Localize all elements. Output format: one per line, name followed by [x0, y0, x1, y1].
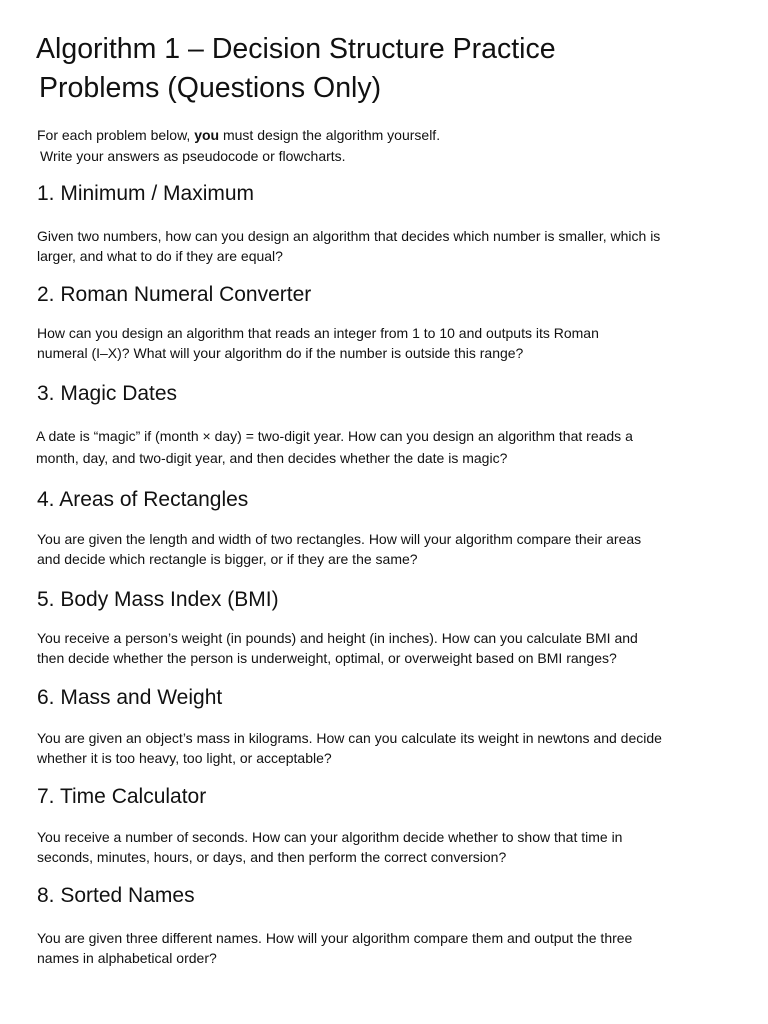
- page-title-line-1: Algorithm 1 – Decision Structure Practice: [36, 33, 556, 65]
- section-heading-time-calculator: 7. Time Calculator: [37, 785, 207, 808]
- section-body-roman-numeral: [37, 323, 737, 363]
- page-title: [36, 30, 736, 108]
- section-body-areas-of-rectangles: [37, 529, 737, 569]
- section-heading-magic-dates: 3. Magic Dates: [37, 382, 178, 405]
- body-line: You are given the length and width of two rectangles. How will your algorithm compare their areas: [37, 531, 642, 547]
- intro-line-2: Write your answers as pseudocode or flowcharts.: [40, 148, 346, 164]
- body-line: seconds, minutes, hours, or days, and then perform the correct conversion?: [37, 849, 507, 865]
- body-line: How can you design an algorithm that reads an integer from 1 to 10 and outputs its Roman: [37, 325, 599, 341]
- body-line: and decide which rectangle is bigger, or if they are the same?: [37, 551, 418, 567]
- body-line: names in alphabetical order?: [37, 950, 217, 966]
- body-line: whether it is too heavy, too light, or acceptable?: [37, 750, 332, 766]
- section-body-bmi: [37, 628, 737, 668]
- section-body-time-calculator: [37, 827, 737, 867]
- section-body-sorted-names: [37, 928, 737, 968]
- section-heading-minimum-maximum: 1. Minimum / Maximum: [37, 182, 255, 205]
- section-heading-roman-numeral: 2. Roman Numeral Converter: [37, 283, 312, 306]
- body-line: You receive a number of seconds. How can your algorithm decide whether to show that time in: [37, 829, 623, 845]
- intro-prefix: For each problem below,: [37, 127, 195, 143]
- intro-paragraph: [37, 125, 737, 167]
- intro-suffix: must design the algorithm yourself.: [219, 127, 441, 143]
- section-body-mass-and-weight: [37, 728, 737, 768]
- body-line: You receive a person’s weight (in pounds) and height (in inches). How can you calculate BMI and: [37, 630, 638, 646]
- body-line: You are given three different names. How will your algorithm compare them and output the three: [37, 930, 633, 946]
- body-line: then decide whether the person is underweight, optimal, or overweight based on BMI ranges?: [37, 650, 617, 666]
- body-line: larger, and what to do if they are equal?: [37, 248, 283, 264]
- body-line: numeral (I–X)? What will your algorithm do if the number is outside this range?: [37, 345, 524, 361]
- intro-emphasis: you: [194, 127, 220, 143]
- section-heading-mass-and-weight: 6. Mass and Weight: [37, 686, 223, 709]
- section-heading-areas-of-rectangles: 4. Areas of Rectangles: [37, 488, 249, 511]
- body-line: month, day, and two-digit year, and then decides whether the date is magic?: [36, 450, 508, 466]
- body-line: A date is “magic” if (month × day) = two-digit year. How can you design an algorithm that reads a: [36, 428, 633, 444]
- section-body-minimum-maximum: [37, 226, 737, 266]
- section-heading-bmi: 5. Body Mass Index (BMI): [37, 588, 279, 611]
- section-body-magic-dates: [36, 425, 736, 469]
- body-line: You are given an object’s mass in kilograms. How can you calculate its weight in newtons and decide: [37, 730, 662, 746]
- section-heading-sorted-names: 8. Sorted Names: [37, 884, 195, 907]
- page-title-line-2: Problems (Questions Only): [39, 72, 382, 104]
- body-line: Given two numbers, how can you design an algorithm that decides which number is smaller, which is: [37, 228, 661, 244]
